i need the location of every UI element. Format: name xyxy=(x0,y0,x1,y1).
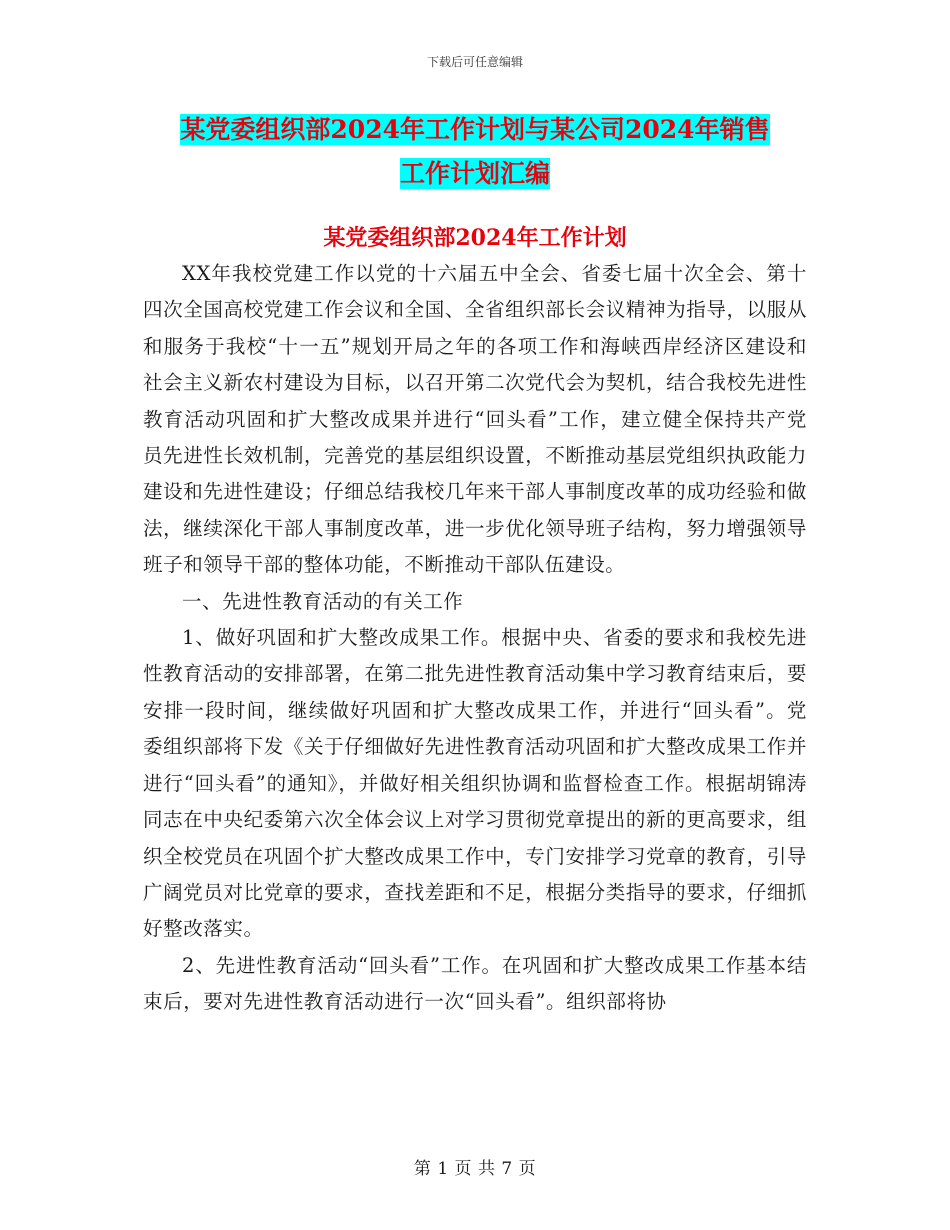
page-number: 第 1 页 共 7 页 xyxy=(413,1159,537,1179)
paragraph-item-1: 1、做好巩固和扩大整改成果工作。根据中央、省委的要求和我校先进性教育活动的安排部署，在第二批先进性教育活动集中学习教育结束后，要安排一段时间，继续做好巩固和扩大整改成果工作，并进行“回头看”。党委组织部将下发《关于仔细做好先进性教育活动巩固和扩大整改成果工作并进行“回头看”的通知》，并做好相关组织协调和监督检查工作。根据胡锦涛同志在中央纪委第六次全体会议上对学习贯彻党章提出的新的更高要求，组织全校党员在巩固个扩大整改成果工作中，专门安排学习党章的教育，引导广阔党员对比党章的要求，查找差距和不足，根据分类指导的要求，仔细抓好整改落实。 xyxy=(143,626,807,941)
document-title-line1-text: 某党委组织部2024年工作计划与某公司2024年销售 xyxy=(180,115,770,144)
document-title-line2 xyxy=(0,152,950,196)
document-title-line2-text: 工作计划汇编 xyxy=(399,159,550,188)
paragraph-item-2: 2、先进性教育活动“回头看”工作。在巩固和扩大整改成果工作基本结束后，要对先进性教育活动进行一次“回头看”。组织部将协 xyxy=(143,953,807,1014)
section-title: 某党委组织部2024年工作计划 xyxy=(323,225,627,251)
document-body xyxy=(143,256,807,1021)
paragraph-heading-1: 一、先进性教育活动的有关工作 xyxy=(182,589,464,613)
document-title-line1 xyxy=(0,108,950,152)
header-note: 下载后可任意编辑 xyxy=(426,55,523,69)
paragraph-intro: XX年我校党建工作以党的十六届五中全会、省委七届十次全会、第十四次全国高校党建工作会议和全国、全省组织部长会议精神为指导，以服从和服务于我校“十一五”规划开局之年的各项工作和海峡西岸经济区建设和社会主义新农村建设为目标，以召开第二次党代会为契机，结合我校先进性教育活动巩固和扩大整改成果并进行“回头看”工作，建立健全保持共产党员先进性长效机制，完善党的基层组织设置，不断推动基层党组织执政能力建设和先进性建设；仔细总结我校几年来干部人事制度改革的成功经验和做法，继续深化干部人事制度改革，进一步优化领导班子结构，努力增强领导班子和领导干部的整体功能，不断推动干部队伍建设。 xyxy=(143,262,807,577)
